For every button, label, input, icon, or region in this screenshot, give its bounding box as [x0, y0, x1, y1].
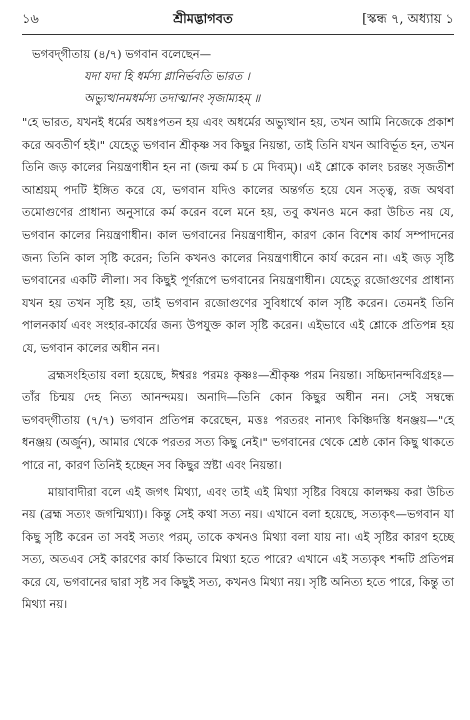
- body-paragraph: "হে ভারত, যখনই ধর্মের অধঃপতন হয় এবং অধর্মের অভ্যুত্থান হয়, তখন আমি নিজেকে প্রকাশ করে অবতীর্ণ হই।" যেহেতু ভগবান শ্রীকৃষ্ণ সব কিছুর নিয়ন্তা, তাই তিনি যখন আবির্ভূত হন, তখন তিনি জড় কালের নিয়ন্ত্রণাধীন হন না (জন্ম কর্ম চ মে দিব্যম্)। এই শ্লোকে কালং চরন্তং সৃজতীশ আশ্রয়ম্ পদটি ইঙ্গিত করে যে, ভগবান যদিও কালের অন্তর্গত হয়ে যেন সত্ত্ব, রজ অথবা তমোগুণের প্রাধান্য অনুসারে কর্ম করেন বলে মনে হয়, তবু কখনও মনে করা উচিত নয় যে, ভগবান কালের নিয়ন্ত্রণাধীন। কাল ভগবানের নিয়ন্ত্রণাধীন, কারণ কোন বিশেষ কার্য সম্পাদনের জন্য তিনি কাল সৃষ্টি করেন; তিনি কখনও কালের নিয়ন্ত্রণাধীনে কার্য করেন না। এই জড় সৃষ্টি ভগবানের একটি লীলা। সব কিছুই পূর্ণরূপে ভগবানের নিয়ন্ত্রণাধীন। যেহেতু রজোগুণের প্রাধান্য যখন হয় তখন সৃষ্টি হয়, তাই ভগবান রজোগুণের সুবিধার্থে কাল সৃষ্টি করেন। তেমনই তিনি পালনকার্য এবং সংহার-কার্যের জন্য উপযুক্ত কাল সৃষ্টি করেন। এইভাবে এই শ্লোকে প্রতিপন্ন হয় যে, ভগবান কালের অধীন নন।: [22, 115, 454, 355]
- page-header: [22, 10, 454, 32]
- body-paragraph: মায়াবাদীরা বলে এই জগৎ মিথ্যা, এবং তাই এই মিথ্যা সৃষ্টির বিষয়ে কালক্ষয় করা উচিত নয় (ব্রহ্ম সত্যং জগন্মিথ্যা)। কিন্তু সেই কথা সত্য নয়। এখানে বলা হয়েছে, সত্যকৃৎ—ভগবান যা কিছু সৃষ্টি করেন তা সবই সত্যং পরম্, তাকে কখনও মিথ্যা বলা যায় না। এই সৃষ্টির কারণ হচ্ছে সত্য, অতএব সেই কারণের কার্য কিভাবে মিথ্যা হতে পারে? এখানে এই সত্যকৃৎ শব্দটি প্রতিপন্ন করে যে, ভগবানের দ্বারা সৃষ্ট সব কিছুই সত্য, কখনও মিথ্যা নয়। সৃষ্টি অনিত্য হতে পারে, কিন্তু তা মিথ্যা নয়।: [22, 484, 454, 612]
- header-divider: [22, 34, 454, 35]
- intro-line: ভগবদ্‌গীতায় (৪/৭) ভগবান বলেছেন—: [32, 47, 212, 61]
- verse-line: যদা যদা হি ধর্মস্য গ্লানির্ভবতি ভারত ।: [84, 69, 250, 83]
- book-title: শ্রীমদ্ভাগবত: [173, 12, 233, 27]
- verse-line: অভ্যুত্থানমধর্মস্য তদাত্মানং সৃজাম্যহম্ ॥: [84, 91, 261, 105]
- page-number: ১৬: [22, 12, 39, 27]
- chapter-reference: [স্কন্ধ ৭, অধ্যায় ১: [362, 12, 454, 27]
- body-paragraph: ব্রহ্মসংহিতায় বলা হয়েছে, ঈশ্বরঃ পরমঃ কৃষ্ণঃ—শ্রীকৃষ্ণ পরম নিয়ন্তা। সচ্চিদানন্দবিগ্রহঃ—তাঁর চিন্ময় দেহ নিত্য আনন্দময়। অনাদি—তিনি কোন কিছুর অধীন নন। সেই সম্বন্ধে ভগবদ্‌গীতায় (৭/৭) ভগবান প্রতিপন্ন করেছেন, মত্তঃ পরতরং নান্যৎ কিঞ্চিদস্তি ধনঞ্জয়—"হে ধনঞ্জয় (অর্জুন), আমার থেকে পরতর সত্য কিছু নেই।" ভগবানের থেকে শ্রেষ্ঠ কোন কিছু থাকতে পারে না, কারণ তিনিই হচ্ছেন সব কিছুর স্রষ্টা এবং নিয়ন্তা।: [22, 367, 454, 472]
